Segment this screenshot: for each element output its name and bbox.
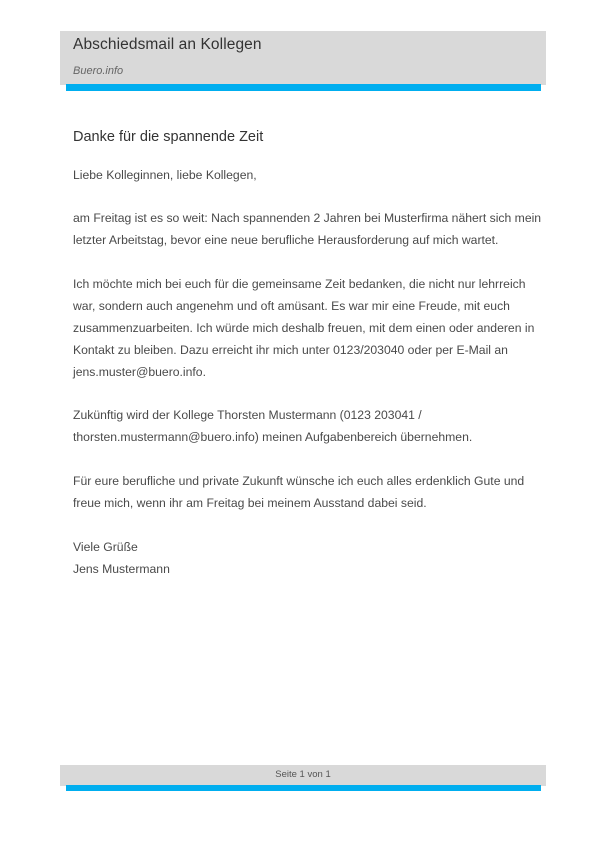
closing-phrase: Viele Grüße [73,540,138,554]
paragraph-farewell-date [73,207,541,251]
letter-body [73,128,542,576]
document-footer [60,765,546,786]
document-source: Buero.info [73,65,124,77]
footer-accent-bar [66,785,541,791]
header-accent-bar [66,84,541,91]
paragraph-successor [73,404,472,448]
text-line: Kontakt zu bleiben. Dazu erreicht ihr mich unter 0123/203040 oder per E-Mail an [73,343,508,357]
letter-greeting [73,164,257,186]
text-line: war, sondern auch angenehm und oft amüsant. Es war mir eine Freude, mit euch [73,299,510,313]
paragraph-thanks [73,273,534,383]
text-line: Liebe Kolleginnen, liebe Kollegen, [73,168,257,182]
document-header [60,31,546,85]
text-line: jens.muster@buero.info. [73,365,206,379]
text-line: thorsten.mustermann@buero.info) meinen Aufgabenbereich übernehmen. [73,430,473,444]
text-line: am Freitag ist es so weit: Nach spannenden 2 Jahren bei Musterfirma nähert sich mein [73,211,542,225]
text-line: letzter Arbeitstag, bevor eine neue berufliche Herausforderung auf mich wartet. [73,233,499,247]
signature-name: Jens Mustermann [73,562,170,576]
text-line: Für eure berufliche und private Zukunft wünsche ich euch alles erdenklich Gute und [73,474,525,488]
document-title: Abschiedsmail an Kollegen [73,36,262,53]
page-number: Seite 1 von 1 [275,769,331,780]
text-line: freue mich, wenn ihr am Freitag bei meinem Ausstand dabei seid. [73,496,427,510]
letter-heading: Danke für die spannende Zeit [73,129,264,145]
paragraph-wishes [73,470,524,514]
text-line: Ich möchte mich bei euch für die gemeinsame Zeit bedanken, die nicht nur lehrreich [73,277,526,291]
text-line: zusammenzuarbeiten. Ich würde mich deshalb freuen, mit dem einen oder anderen in [73,321,535,335]
letter-closing [73,536,170,580]
text-line: Zukünftig wird der Kollege Thorsten Mustermann (0123 203041 / [73,408,422,422]
